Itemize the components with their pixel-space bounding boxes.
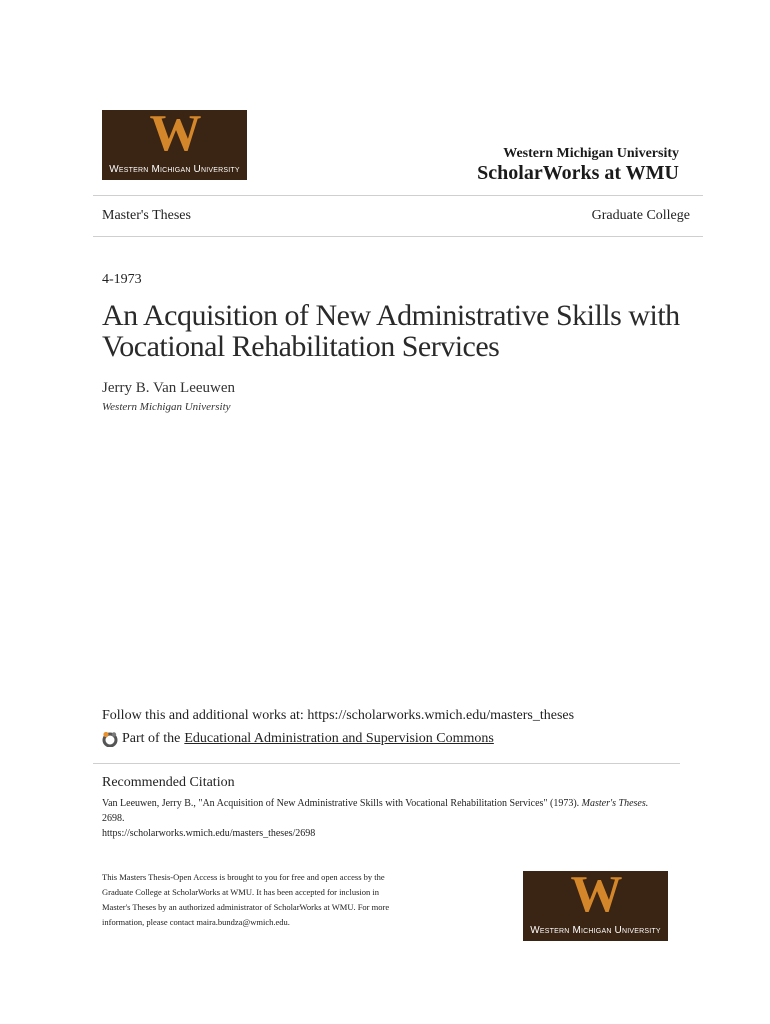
author-name[interactable]: Jerry B. Van Leeuwen: [102, 380, 236, 396]
collection-link-masters-theses[interactable]: Master's Theses: [102, 208, 191, 223]
wmu-w-mark: W: [149, 105, 200, 162]
divider: [93, 236, 703, 237]
access-notice: This Masters Thesis-Open Access is brought to you for free and open access by the Graduate College at ScholarWorks at WMU. It has been accepted for inclusion in Master's Theses by an authorized administrator of ScholarWorks at WMU. For more information, please contact maira.bundza@wmich.edu.: [102, 872, 390, 927]
wmu-logo-name: Western Michigan University: [530, 925, 661, 936]
citation-heading: Recommended Citation: [102, 775, 235, 790]
document-title: An Acquisition of New Administrative Skills with Vocational Rehabilitation Services: [102, 299, 680, 363]
collection-link-graduate-college[interactable]: Graduate College: [591, 208, 690, 223]
divider: [93, 763, 680, 764]
follow-url-link[interactable]: https://scholarworks.wmich.edu/masters_theses: [307, 708, 575, 723]
wmu-logo-name: Western Michigan University: [109, 164, 240, 175]
part-of-line: [102, 731, 494, 747]
citation-series: Master's Theses.: [581, 798, 649, 809]
follow-line: [102, 708, 574, 724]
commons-link[interactable]: Educational Administration and Supervision Commons: [184, 731, 494, 746]
wmu-w-mark: W: [570, 866, 621, 923]
header-repository[interactable]: ScholarWorks at WMU: [477, 162, 679, 184]
divider: [93, 195, 703, 196]
wmu-logo-footer[interactable]: [523, 866, 668, 941]
commons-network-icon: [102, 731, 118, 747]
citation-url[interactable]: https://scholarworks.wmich.edu/masters_theses/2698: [102, 828, 316, 839]
citation-number: 2698.: [102, 813, 125, 824]
part-of-label: Part of the: [122, 731, 181, 746]
publication-date: 4-1973: [102, 272, 142, 287]
author-affiliation: Western Michigan University: [102, 401, 231, 413]
citation-body: Van Leeuwen, Jerry B., "An Acquisition of New Administrative Skills with Vocational Rehabilitation Services" (1973).: [102, 798, 582, 809]
header-university[interactable]: Western Michigan University: [503, 146, 679, 161]
follow-label: Follow this and additional works at:: [102, 708, 308, 723]
citation-text: [102, 796, 682, 841]
wmu-logo[interactable]: [102, 105, 247, 180]
